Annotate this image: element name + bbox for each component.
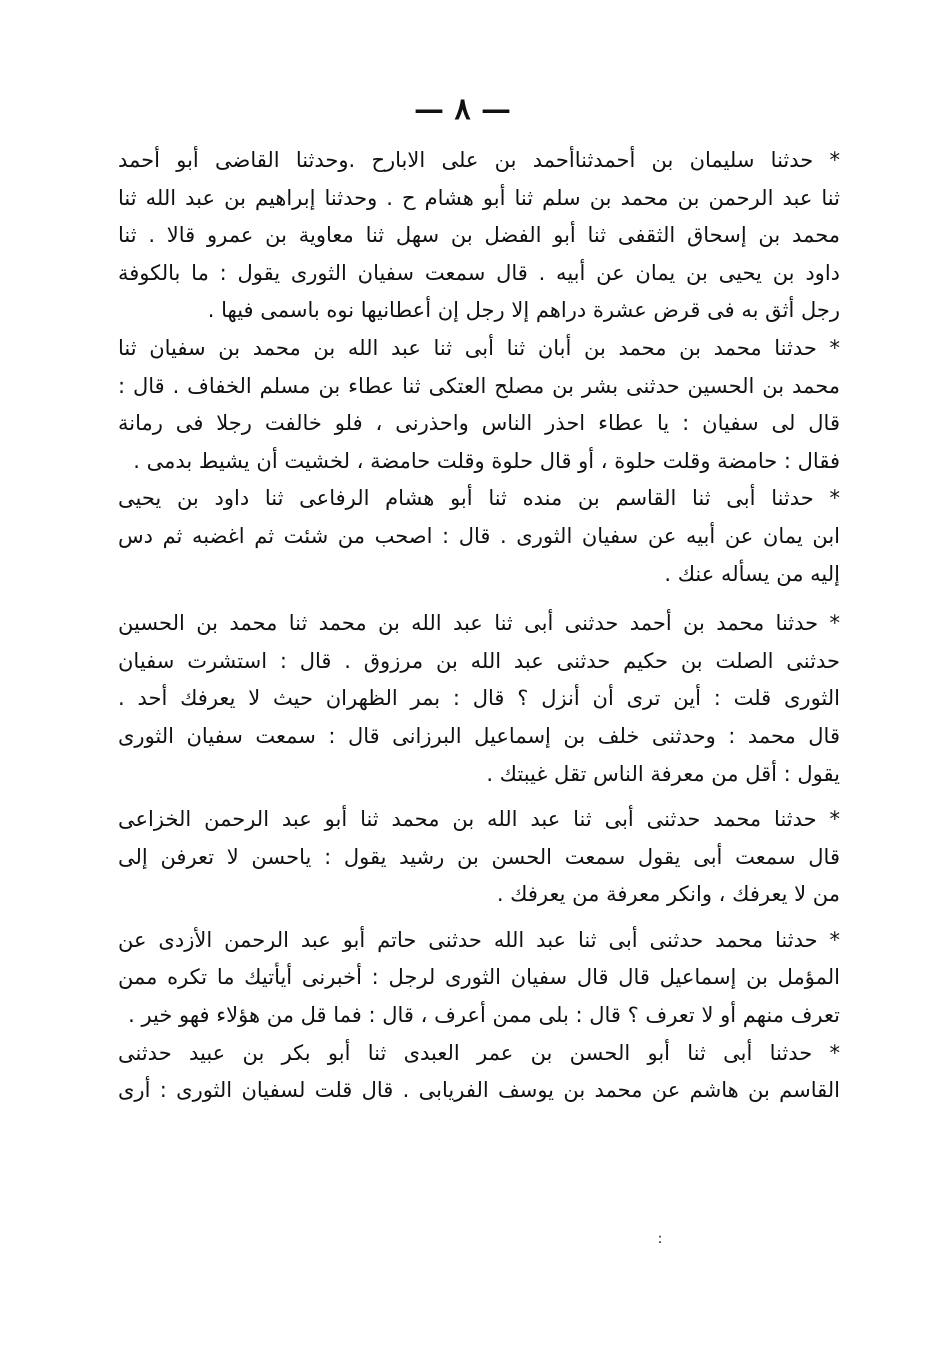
text-line: ثنا عبد الرحمن بن محمد بن سلم ثنا أبو هشام ح . وحدثنا إبراهيم بن عبد الله ثنا <box>118 185 840 210</box>
text-line: قال محمد : وحدثنى خلف بن إسماعيل البرزانى قال : سمعت سفيان الثورى <box>118 723 840 748</box>
text-line: الثورى قلت : أين ترى أن أنزل ؟ قال : بمر الظهران حيث لا يعرفك أحد . <box>118 686 840 711</box>
text-line: فقال : حامضة وقلت حلوة ، أو قال حلوة وقلت حامضة ، لخشيت أن يشيط بدمى . <box>133 448 840 473</box>
text-line: محمد بن إسحاق الثقفى ثنا أبو الفضل بن سهل ثنا معاوية بن عمرو قالا . ثنا <box>118 223 840 248</box>
text-line: ابن يمان عن أبيه عن سفيان الثورى . قال : اصحب من شئت ثم اغضبه ثم دس <box>118 523 840 548</box>
text-line: قال لى سفيان : يا عطاء احذر الناس واحذرنى ، فلو خالفت رجلا فى رمانة <box>118 411 840 436</box>
text-line: من لا يعرفك ، وانكر معرفة من يعرفك . <box>496 882 840 907</box>
text-line: رجل أثق به فى قرض عشرة دراهم إلا رجل إن أعطانيها نوه باسمى فيها . <box>207 298 840 323</box>
text-line: داود بن يحيى بن يمان عن أبيه . قال سمعت سفيان الثورى يقول : ما بالكوفة <box>118 260 840 285</box>
text-line: * حدثنا أبى ثنا القاسم بن منده ثنا أبو هشام الرفاعى ثنا داود بن يحيى <box>118 486 840 511</box>
text-line: * حدثنا محمد حدثنى أبى ثنا عبد الله بن محمد ثنا أبو عبد الرحمن الخزاعى <box>118 807 840 832</box>
text-line: قال سمعت أبى يقول سمعت الحسن بن رشيد يقول : ياحسن لا تعرفن إلى <box>118 844 840 869</box>
footer-mark: : <box>657 1231 663 1247</box>
text-line: محمد بن الحسين حدثنى بشر بن مصلح العتكى ثنا عطاء بن مسلم الخفاف . قال : <box>118 373 840 398</box>
text-line: * حدثنا محمد حدثنى أبى ثنا عبد الله حدثنى حاتم أبو عبد الرحمن الأزدى عن <box>118 927 840 952</box>
text-line: إليه من يسأله عنك . <box>664 561 840 586</box>
text-line: * حدثنا سليمان بن أحمدثناأحمد بن على الابارح .وحدثنا القاضى أبو أحمد <box>118 148 840 172</box>
text-line: يقول : أقل من معرفة الناس تقل غيبتك . <box>486 761 840 786</box>
text-line: * حدثنا محمد بن محمد بن أبان ثنا أبى ثنا عبد الله بن محمد بن سفيان ثنا <box>118 335 840 360</box>
text-line: تعرف منهم أو لا تعرف ؟ قال : بلى ممن أعرف ، قال : فما قل من هؤلاء فهو خير . <box>128 1003 840 1028</box>
text-line: * حدثنا محمد بن أحمد حدثنى أبى ثنا عبد الله بن محمد ثنا محمد بن الحسين <box>118 611 840 636</box>
body-text <box>118 142 840 1110</box>
text-line: القاسم بن هاشم عن محمد بن يوسف الفريابى . قال قلت لسفيان الثورى : أرى <box>118 1078 840 1103</box>
text-line: * حدثنا أبى ثنا أبو الحسن بن عمر العبدى ثنا أبو بكر بن عبيد حدثنى <box>118 1040 840 1065</box>
page-number: — ٨ — <box>413 92 512 127</box>
text-line: المؤمل بن إسماعيل قال قال سفيان الثورى لرجل : أخبرنى أيأتيك ما تكره ممن <box>118 965 840 990</box>
text-line: حدثنى الصلت بن حكيم حدثنى عبد الله بن مرزوق . قال : استشرت سفيان <box>118 648 840 673</box>
